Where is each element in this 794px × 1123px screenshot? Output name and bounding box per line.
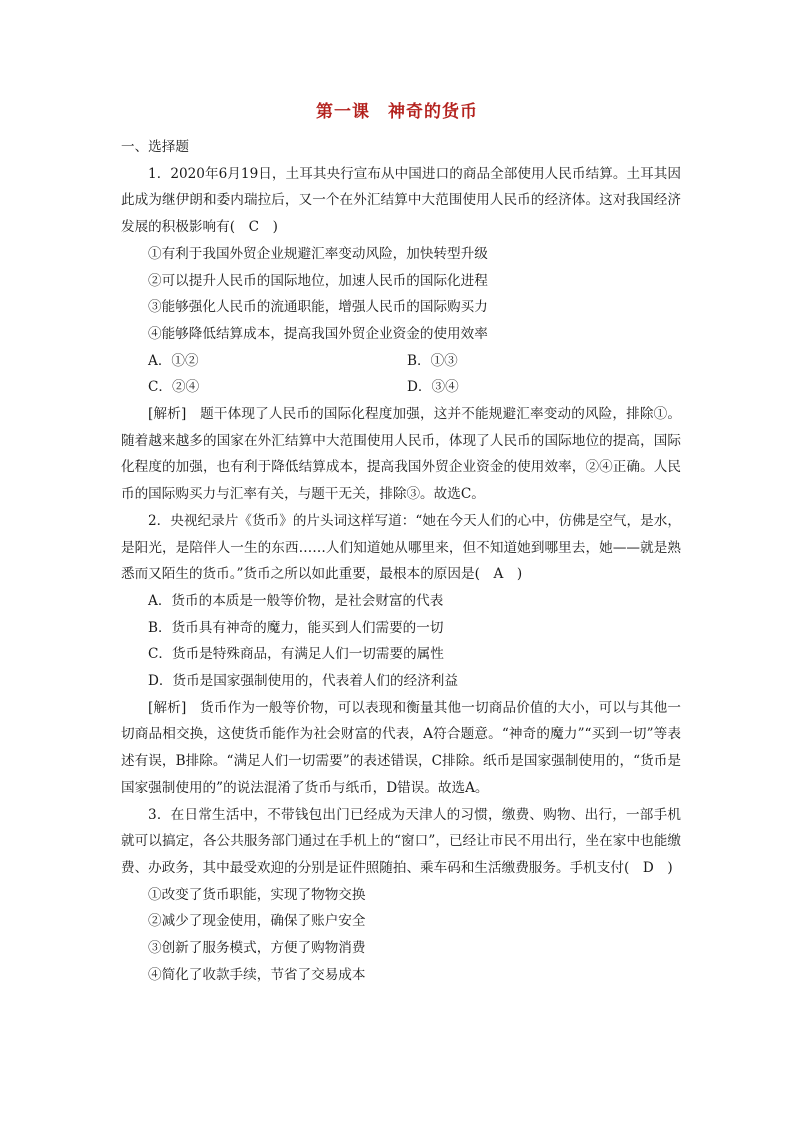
question-2-option-b: B．货币具有神奇的魔力，能买到人们需要的一切	[148, 619, 444, 636]
question-1-option-a: A．①②	[148, 352, 199, 369]
question-1-item-2: ②可以提升人民币的国际地位，加速人民币的国际化进程	[148, 272, 488, 289]
question-3-item-4: ④简化了收款手续，节省了交易成本	[148, 966, 366, 983]
question-1-options-row-1	[121, 348, 681, 375]
question-2-option-c: C．货币是特殊商品，有满足人们一切需要的属性	[148, 646, 444, 663]
question-3-item-1: ①改变了货币职能，实现了物物交换	[148, 886, 366, 903]
question-3-item-3: ③创新了服务模式，方便了购物消费	[148, 940, 366, 957]
question-1-item-1: ①有利于我国外贸企业规避汇率变动风险，加快转型升级	[148, 245, 488, 262]
question-2-option-a: A．货币的本质是一般等价物，是社会财富的代表	[148, 592, 444, 609]
section-heading: 一、选择题	[121, 139, 189, 155]
question-1-item-4: ④能够降低结算成本，提高我国外贸企业资金的使用效率	[148, 325, 488, 342]
question-3-stem: 3．在日常生活中，不带钱包出门已经成为天津人的习惯，缴费、购物、出行，一部手机就可以搞定，各公共服务部门通过在手机上的“窗口”，已经让市民不用出行，坐在家中也能缴费、办政务，其中最受欢迎的分别是证件照随拍、乘车码和生活缴费服务。手机支付( D )	[121, 806, 681, 876]
question-1-options-row-2	[121, 374, 681, 401]
question-3-item-2: ②减少了现金使用，确保了账户安全	[148, 913, 366, 930]
question-1-analysis: [解析] 题干体现了人民币的国际化程度加强，这并不能规避汇率变动的风险，排除①。随着越来越多的国家在外汇结算中大范围使用人民币，体现了人民币的国际地位的提高，国际化程度的加强，也有利于降低结算成本，提高我国外贸企业资金的使用效率，②④正确。人民币的国际购买力与汇率有关，与题干无关，排除③。故选C。	[121, 406, 681, 503]
question-1-option-b: B．①③	[407, 352, 458, 369]
question-1-option-c: C．②④	[148, 379, 200, 396]
question-2-stem: 2．央视纪录片《货币》的片头词这样写道：“她在今天人们的心中，仿佛是空气，是水，是阳光，是陪伴人一生的东西……人们知道她从哪里来，但不知道她到哪里去，她——就是熟悉而又陌生的货币。”货币之所以如此重要，最根本的原因是( A )	[121, 512, 681, 583]
question-2-option-d: D．货币是国家强制使用的，代表着人们的经济利益	[148, 673, 458, 690]
question-1-option-d: D．③④	[407, 379, 459, 396]
question-1-stem: 1．2020年6月19日，土耳其央行宣布从中国进口的商品全部使用人民币结算。土耳其因此成为继伊朗和委内瑞拉后，又一个在外汇结算中大范围使用人民币的经济体。这对我国经济发展的积极影响有( C )	[121, 165, 681, 236]
question-2-analysis: [解析] 货币作为一般等价物，可以表现和衡量其他一切商品价值的大小，可以与其他一切商品相交换，这使货币能作为社会财富的代表，A符合题意。“神奇的魔力”“买到一切”等表述有误，B排除。“满足人们一切需要”的表述错误，C排除。纸币是国家强制使用的，“货币是国家强制使用的”的说法混淆了货币与纸币，D错误。故选A。	[121, 699, 681, 796]
document-body	[121, 134, 681, 989]
page-title: 第一课 神奇的货币	[316, 102, 478, 122]
question-1-item-3: ③能够强化人民币的流通职能，增强人民币的国际购买力	[148, 299, 488, 316]
